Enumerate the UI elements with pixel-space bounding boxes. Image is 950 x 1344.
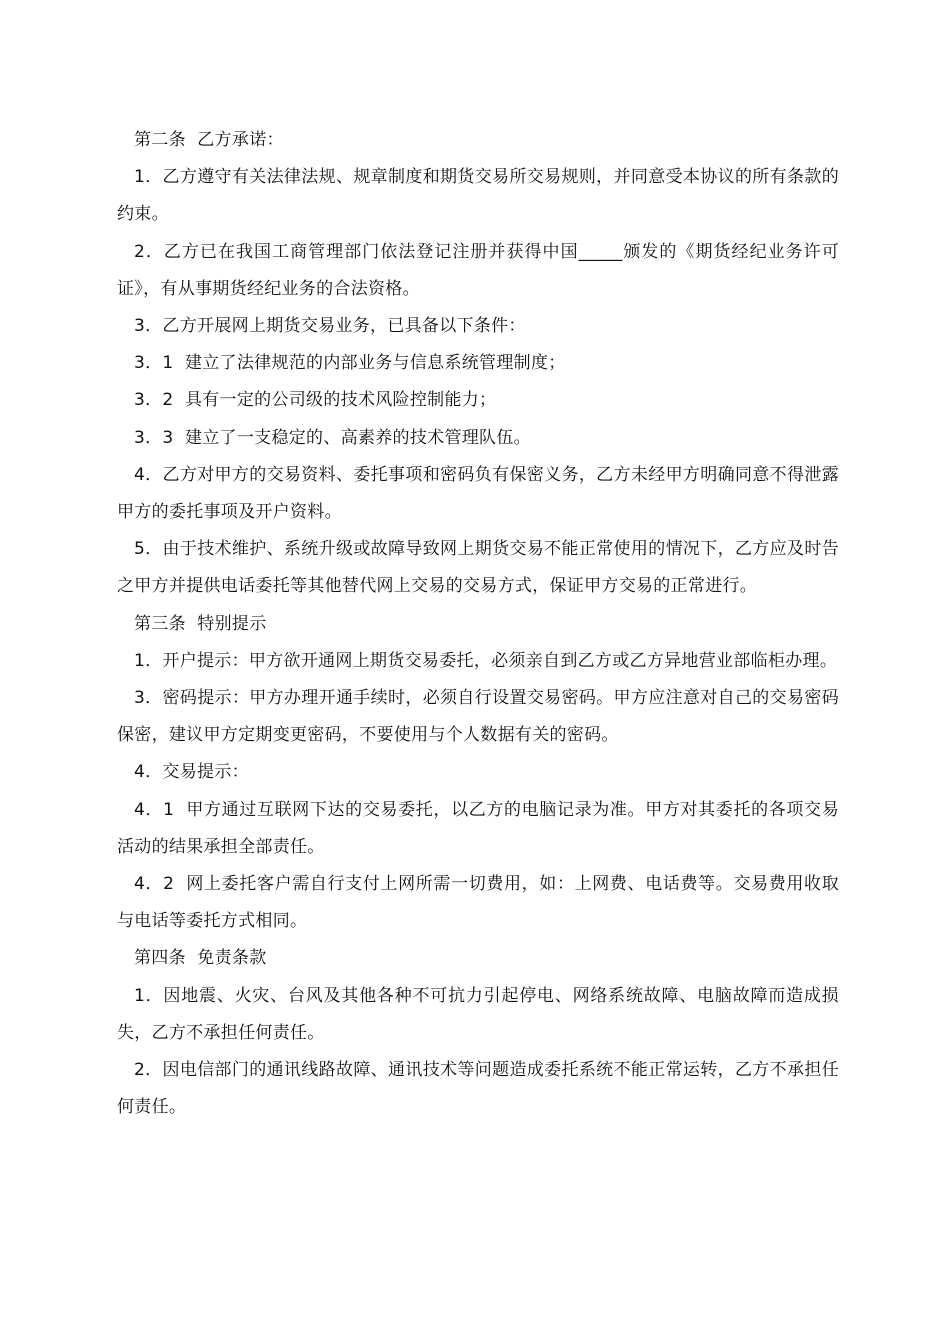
- paragraph: 2．因电信部门的通讯线路故障、通讯技术等问题造成委托系统不能正常运转，乙方不承担任何责任。: [117, 1060, 839, 1118]
- paragraph: 4．1 甲方通过互联网下达的交易委托，以乙方的电脑记录为准。甲方对其委托的各项交易活动的结果承担全部责任。: [117, 799, 839, 857]
- paragraph: 3．1 建立了法律规范的内部业务与信息系统管理制度；: [134, 353, 566, 374]
- paragraph: 4．2 网上委托客户需自行支付上网所需一切费用，如：上网费、电话费等。交易费用收取与电话等委托方式相同。: [117, 874, 839, 932]
- paragraph: 1．因地震、火灾、台风及其他各种不可抗力引起停电、网络系统故障、电脑故障而造成损失，乙方不承担任何责任。: [117, 985, 839, 1043]
- paragraph: 4．交易提示：: [134, 762, 249, 783]
- paragraph: 1．乙方遵守有关法律法规、规章制度和期货交易所交易规则，并同意受本协议的所有条款的约束。: [117, 167, 839, 225]
- paragraph: 3．3 建立了一支稳定的、高素养的技术管理队伍。: [134, 427, 531, 448]
- section-heading-article-3: 第三条 特别提示: [134, 613, 267, 634]
- paragraph: 5．由于技术维护、系统升级或故障导致网上期货交易不能正常使用的情况下，乙方应及时告之甲方并提供电话委托等其他替代网上交易的交易方式，保证甲方交易的正常进行。: [117, 539, 839, 597]
- paragraph: 3．2 具有一定的公司级的技术风险控制能力；: [134, 390, 497, 411]
- paragraph: 2．乙方已在我国工商管理部门依法登记注册并获得中国_____颁发的《期货经纪业务许可证》，有从事期货经纪业务的合法资格。: [117, 241, 839, 299]
- document-page: [117, 122, 839, 1126]
- paragraph: 4．乙方对甲方的交易资料、委托事项和密码负有保密义务，乙方未经甲方明确同意不得泄露甲方的委托事项及开户资料。: [117, 464, 839, 523]
- paragraph: 3．密码提示：甲方办理开通手续时，必须自行设置交易密码。甲方应注意对自己的交易密码保密，建议甲方定期变更密码，不要使用与个人数据有关的密码。: [117, 688, 839, 746]
- paragraph: 3．乙方开展网上期货交易业务，已具备以下条件：: [134, 316, 526, 337]
- paragraph: 1．开户提示：甲方欲开通网上期货交易委托，必须亲自到乙方或乙方异地营业部临柜办理。: [134, 650, 838, 671]
- section-heading-article-2: 第二条 乙方承诺：: [134, 130, 284, 150]
- section-heading-article-4: 第四条 免责条款: [134, 948, 267, 969]
